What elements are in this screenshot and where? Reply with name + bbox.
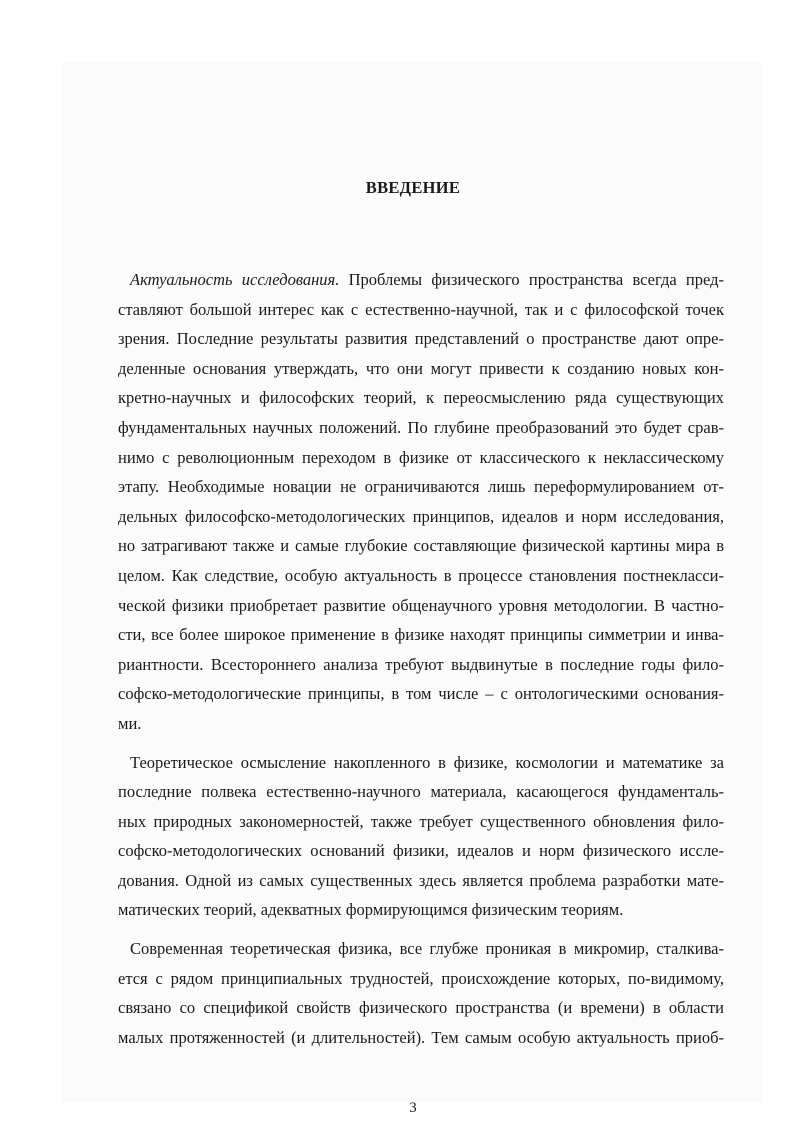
page-number: 3 [409, 1100, 417, 1116]
text-line: зрения. Последние результаты развития представлений о пространстве дают опре- [118, 329, 724, 349]
body-text [118, 265, 724, 1052]
text-line: софско-методологические принципы, в том числе – с онтологическими основания- [118, 684, 724, 704]
text-line: связано со спецификой свойств физического пространства (и времени) в области [118, 998, 724, 1018]
text-line: Теоретическое осмысление накопленного в физике, космологии и математике за [130, 752, 724, 772]
text-line: фундаментальных научных положений. По глубине преобразований это будет срав- [118, 417, 724, 437]
text-line: дования. Одной из самых существенных здесь является проблема разработки мате- [118, 870, 724, 890]
line-text: Проблемы физического пространства всегда пред- [339, 270, 725, 289]
text-line [118, 265, 724, 295]
text-line: риантности. Всестороннего анализа требуют выдвинутые в последние годы фило- [118, 654, 724, 674]
text-line: целом. Как следствие, особую актуальность в процессе становления постнекласси- [118, 565, 724, 585]
lead-phrase: Актуальность исследования. [130, 270, 340, 289]
text-line: ческой физики приобретает развитие общенаучного уровня методологии. В частно- [118, 595, 724, 615]
text-line: малых протяженностей (и длительностей). Тем самым особую актуальность приоб- [118, 1027, 724, 1047]
text-line: последние полвека естественно-научного материала, касающегося фундаменталь- [118, 782, 724, 802]
text-line: кретно-научных и философских теорий, к переосмыслению ряда существующих [118, 388, 724, 408]
text-line: ных природных закономерностей, также требует существенного обновления фило- [118, 811, 724, 831]
text-line: Современная теоретическая физика, все глубже проникая в микромир, сталкива- [130, 939, 724, 959]
text-line: сти, все более широкое применение в физике находят принципы симметрии и инва- [118, 625, 724, 645]
text-line: софско-методологических оснований физики, идеалов и норм физического иссле- [118, 841, 724, 861]
text-line: деленные основания утверждать, что они могут привести к созданию новых кон- [118, 358, 724, 378]
text-line: дельных философско-методологических принципов, идеалов и норм исследования, [118, 506, 724, 526]
page-title: ВВЕДЕНИЕ [365, 178, 461, 197]
text-line: нимо с революционным переходом в физике от классического к неклассическому [118, 447, 724, 467]
text-line: ется с рядом принципиальных трудностей, происхождение которых, по-видимому, [118, 968, 724, 988]
text-line: этапу. Необходимые новации не ограничиваются лишь переформулированием от- [118, 477, 724, 497]
text-line: но затрагивают также и самые глубокие составляющие физической картины мира в [118, 536, 724, 556]
text-line: ми. [118, 713, 142, 733]
text-line: матических теорий, адекватных формирующимся физическим теориям. [118, 900, 624, 920]
text-line: ставляют большой интерес как с естественно-научной, так и с философской точек [118, 299, 724, 319]
